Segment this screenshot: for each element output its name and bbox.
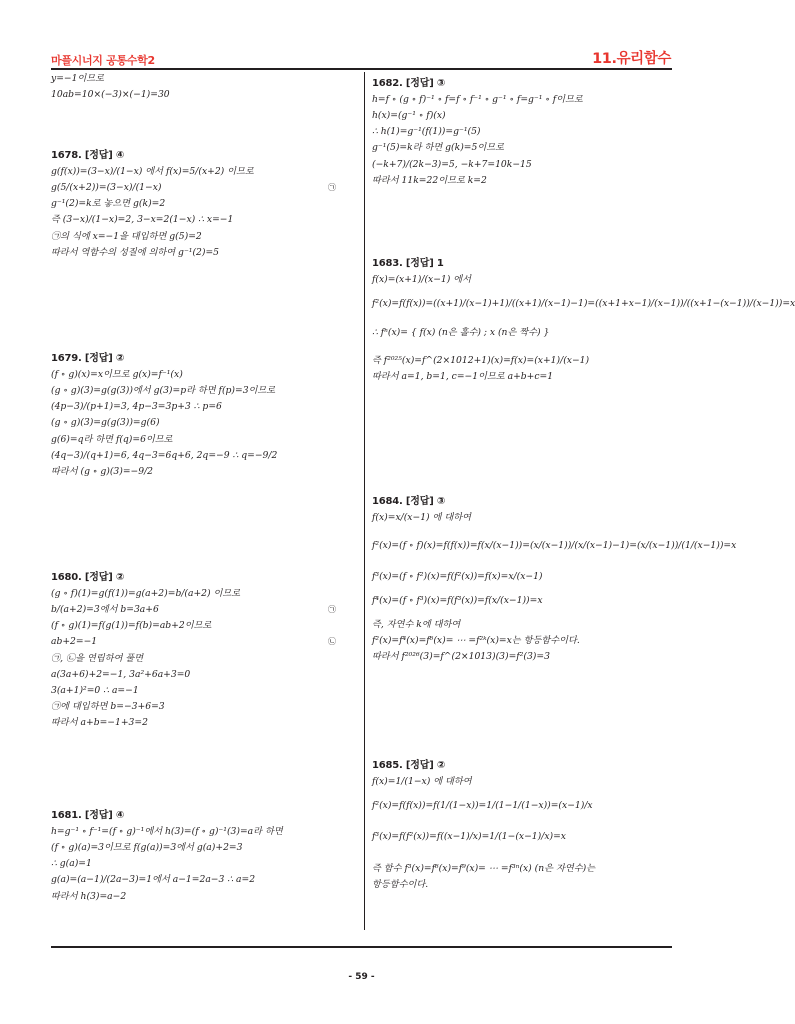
- equation-marker: ㉡: [328, 637, 336, 647]
- solution-line: 즉, 자연수 k에 대하여: [372, 618, 461, 630]
- solution-line: 따라서 a+b=−1+3=2: [51, 717, 148, 729]
- solution-line: 따라서 a=1, b=1, c=−1이므로 a+b+c=1: [372, 371, 554, 383]
- solution-line: h(x)=(g⁻¹ ∘ f)(x): [372, 110, 446, 122]
- solution-line: 따라서 역함수의 성질에 의하여 g⁻¹(2)=5: [51, 246, 220, 258]
- solution-line: f²(x)=f(f(x))=f(1/(1−x))=1/(1−1/(1−x))=(x−1)/x: [372, 799, 593, 811]
- bottom-rule: [51, 946, 672, 948]
- solution-line: f(x)=1/(1−x) 에 대하여: [372, 776, 472, 787]
- problem-title: 1684. [정답] ③: [372, 496, 446, 507]
- solution-line: f²(x)=(f ∘ f)(x)=f(f(x))=f(x/(x−1))=(x/(x−1))/(x/(x−1)−1)=(x/(x−1))/(1/(x−1))=x: [372, 539, 737, 551]
- equation-text: ab+2=−1: [51, 636, 98, 648]
- equation-marker: ㉠: [328, 604, 336, 614]
- solution-line: g⁻¹(5)=k라 하면 g(k)=5이므로: [372, 142, 504, 154]
- solution-line: [51, 637, 356, 647]
- solution-line: ㉠, ㉡을 연립하여 풀면: [51, 652, 144, 664]
- solution-line: 10ab=10×(−3)×(−1)=30: [51, 89, 170, 101]
- problem-title: 1679. [정답] ②: [51, 353, 125, 364]
- solution-line: f³(x)=(f ∘ f²)(x)=f(f²(x))=f(x)=x/(x−1): [372, 571, 543, 583]
- solution-line: y=−1이므로: [51, 73, 105, 84]
- solution-line: ∴ h(1)=g⁻¹(f(1))=g⁻¹(5): [372, 126, 481, 138]
- problem-title: 1678. [정답] ④: [51, 150, 125, 161]
- solution-line: ㉠에 대입하면 b=−3+6=3: [51, 701, 165, 713]
- solution-line: f³(x)=f(f²(x))=f((x−1)/x)=1/(1−(x−1)/x)=x: [372, 831, 566, 843]
- solution-line: 즉 f²⁰²⁵(x)=f^(2×1012+1)(x)=f(x)=(x+1)/(x−1): [372, 354, 590, 366]
- solution-line: (f ∘ g)(a)=3이므로 f(g(a))=3에서 g(a)+2=3: [51, 842, 243, 854]
- solution-line: ∴ fⁿ(x)= { f(x) (n은 홀수) ; x (n은 짝수) }: [372, 327, 550, 339]
- solution-line: g(6)=q라 하면 f(q)=6이므로: [51, 433, 173, 445]
- solution-line: (f ∘ g)(1)=f(g(1))=f(b)=ab+2이므로: [51, 620, 212, 632]
- solution-line: f(x)=(x+1)/(x−1) 에서: [372, 274, 472, 285]
- solution-line: f²(x)=f(f(x))=((x+1)/(x−1)+1)/((x+1)/(x−1)−1)=((x+1+x−1)/(x−1))/((x+1−(x−1))/(x−1))=x: [372, 297, 795, 309]
- problem-1681: [51, 806, 356, 908]
- equation-text: g(5/(x+2))=(3−x)/(1−x): [51, 182, 162, 194]
- book-title: 마플시너지 공통수학2: [51, 54, 155, 67]
- problem-1683: [372, 254, 795, 388]
- solution-line: (4q−3)/(q+1)=6, 4q−3=6q+6, 2q=−9 ∴ q=−9/2: [51, 449, 278, 461]
- column-divider: [364, 72, 365, 930]
- solution-line: g(f(x))=(3−x)/(1−x) 에서 f(x)=5/(x+2) 이므로: [51, 166, 254, 177]
- problem-1682: [372, 74, 672, 192]
- solution-line: 항등함수이다.: [372, 879, 429, 891]
- problem-1679: [51, 349, 356, 483]
- problem-title: 1680. [정답] ②: [51, 572, 125, 583]
- solution-line: 따라서 h(3)=a−2: [51, 890, 127, 902]
- solution-line: g(a)=(a−1)/(2a−3)=1에서 a−1=2a−3 ∴ a=2: [51, 874, 256, 886]
- top-rule: [51, 68, 672, 70]
- solution-line: g⁻¹(2)=k로 놓으면 g(k)=2: [51, 198, 166, 210]
- problem-continued: [51, 74, 356, 106]
- solution-line: (g ∘ f)(1)=g(f(1))=g(a+2)=b/(a+2) 이므로: [51, 588, 241, 599]
- solution-line: f²(x)=f⁴(x)=f⁶(x)= ⋯ =f²ᵏ(x)=x는 항등함수이다.: [372, 634, 580, 646]
- solution-line: 3(a+1)²=0 ∴ a=−1: [51, 684, 139, 696]
- solution-line: 따라서 (g ∘ g)(3)=−9/2: [51, 465, 154, 477]
- solution-line: 따라서 11k=22이므로 k=2: [372, 174, 487, 186]
- solution-line: ∴ g(a)=1: [51, 858, 92, 870]
- problem-title: 1685. [정답] ②: [372, 760, 446, 771]
- solution-line: h=g⁻¹ ∘ f⁻¹=(f ∘ g)⁻¹에서 h(3)=(f ∘ g)⁻¹(3)=a라 하면: [51, 826, 283, 837]
- problem-1678: [51, 146, 356, 264]
- solution-line: (g ∘ g)(3)=g(g(3))에서 g(3)=p라 하면 f(p)=3이므로: [51, 385, 276, 397]
- solution-line: (f ∘ g)(x)=x이므로 g(x)=f⁻¹(x): [51, 369, 183, 380]
- equation-marker: ㉠: [328, 182, 336, 192]
- solution-line: 즉 (3−x)/(1−x)=2, 3−x=2(1−x) ∴ x=−1: [51, 214, 234, 226]
- solution-line: [51, 605, 356, 615]
- solution-line: (4p−3)/(p+1)=3, 4p−3=3p+3 ∴ p=6: [51, 401, 222, 413]
- solution-line: [51, 183, 356, 193]
- solution-line: (g ∘ g)(3)=g(g(3))=g(6): [51, 417, 160, 429]
- problem-1685: [372, 756, 672, 896]
- solution-line: 따라서 f²⁰²⁶(3)=f^(2×1013)(3)=f²(3)=3: [372, 650, 550, 662]
- problem-title: 1683. [정답] 1: [372, 258, 444, 269]
- problem-1684: [372, 492, 737, 668]
- problem-title: 1682. [정답] ③: [372, 78, 446, 89]
- page-number: - 59 -: [348, 972, 375, 982]
- solution-line: (−k+7)/(2k−3)=5, −k+7=10k−15: [372, 158, 532, 170]
- problem-title: 1681. [정답] ④: [51, 810, 125, 821]
- solution-line: 즉 함수 f³(x)=f⁶(x)=f⁹(x)= ⋯ =f³ⁿ(x) (n은 자연수)는: [372, 862, 596, 874]
- equation-text: b/(a+2)=3에서 b=3a+6: [51, 604, 159, 616]
- solution-line: h=f ∘ (g ∘ f)⁻¹ ∘ f=f ∘ f⁻¹ ∘ g⁻¹ ∘ f=g⁻¹ ∘ f이므로: [372, 94, 583, 105]
- solution-line: ㉠의 식에 x=−1을 대입하면 g(5)=2: [51, 230, 202, 242]
- problem-1680: [51, 568, 356, 734]
- solution-line: a(3a+6)+2=−1, 3a²+6a+3=0: [51, 668, 191, 680]
- solution-line: f⁴(x)=(f ∘ f³)(x)=f(f³(x))=f(x/(x−1))=x: [372, 594, 543, 606]
- solution-line: f(x)=x/(x−1) 에 대하여: [372, 512, 471, 523]
- chapter-title: 11.유리함수: [592, 51, 671, 67]
